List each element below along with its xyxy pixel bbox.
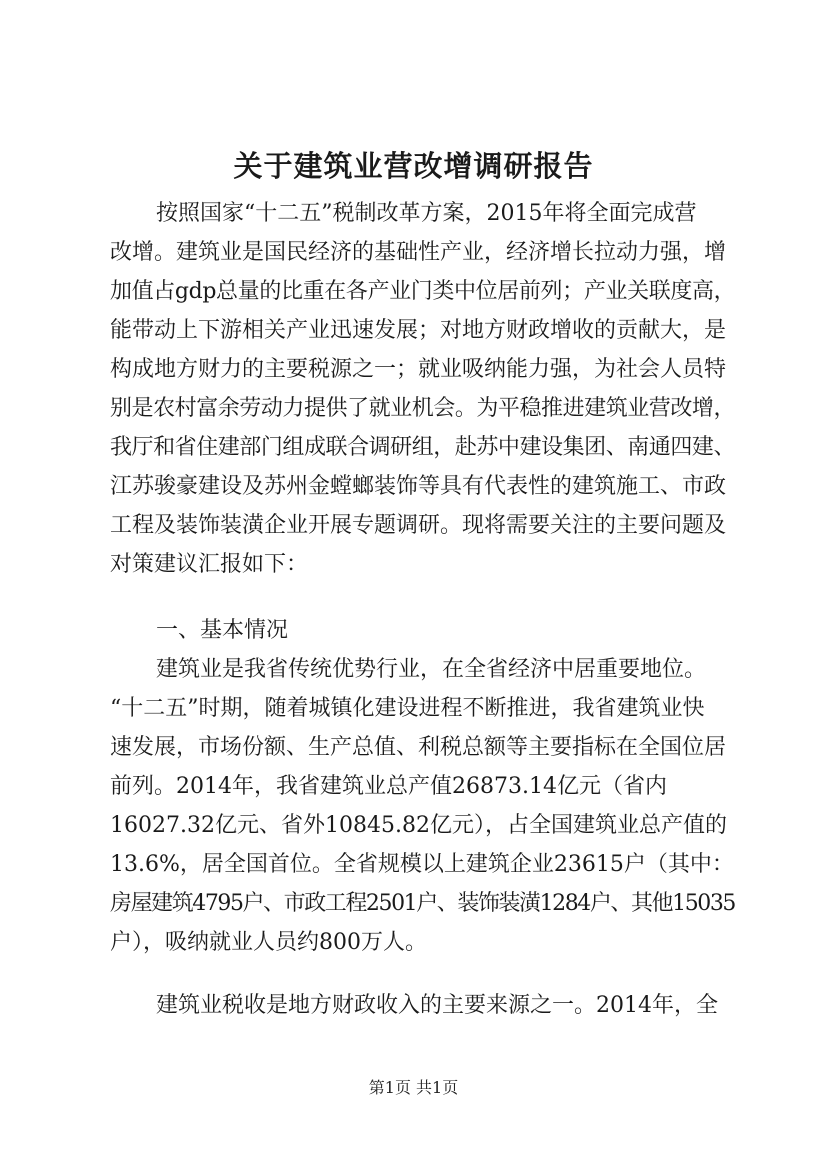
paragraph-line: 工程及装饰装潢企业开展专题调研。现将需要关注的主要问题及 bbox=[110, 513, 727, 538]
paragraph-line: 加值占gdp总量的比重在各产业门类中位居前列；产业关联度高， bbox=[110, 279, 736, 304]
paragraph-line: 16027.32亿元、省外10845.82亿元），占全国建筑业总产值的 bbox=[110, 813, 727, 838]
paragraph-line: 建筑业是我省传统优势行业，在全省经济中居重要地位。 bbox=[156, 657, 707, 682]
paragraph-line: 江苏骏豪建设及苏州金螳螂装饰等具有代表性的建筑施工、市政 bbox=[110, 474, 727, 499]
section-heading-text: 一、基本情况 bbox=[156, 618, 289, 643]
paragraph-line: 对策建议汇报如下： bbox=[110, 552, 309, 577]
paragraph-line: 按照国家“十二五”税制改革方案，2015年将全面完成营 bbox=[156, 201, 697, 226]
paragraph-line: 速发展，市场份额、生产总值、利税总额等主要指标在全国位居 bbox=[110, 735, 727, 760]
paragraph-basic-situation bbox=[110, 650, 735, 962]
paragraph-line: 我厅和省住建部门组成联合调研组，赴苏中建设集团、南通四建、 bbox=[110, 435, 736, 460]
document-title: 关于建筑业营改增调研报告 bbox=[233, 149, 594, 183]
paragraph-line: 改增。建筑业是国民经济的基础性产业，经济增长拉动力强，增 bbox=[110, 240, 727, 265]
paragraph-intro bbox=[110, 194, 735, 584]
paragraph-line: 户），吸纳就业人员约800万人。 bbox=[110, 930, 427, 955]
paragraph-line: 构成地方财力的主要税源之一；就业吸纳能力强，为社会人员特 bbox=[110, 357, 727, 382]
paragraph-line: 13.6%，居全国首位。全省规模以上建筑企业23615户（其中： bbox=[110, 852, 734, 877]
paragraph-line: 前列。2014年，我省建筑业总产值26873.14亿元（省内 bbox=[110, 774, 667, 799]
paragraph-tax-revenue bbox=[110, 986, 735, 1025]
page-number-footer: 第1页 共1页 bbox=[368, 1078, 459, 1097]
paragraph-line: “十二五”时期，随着城镇化建设进程不断推进，我省建筑业快 bbox=[110, 696, 705, 721]
section-heading bbox=[110, 611, 735, 650]
paragraph-line: 建筑业税收是地方财政收入的主要来源之一。2014年，全 bbox=[156, 993, 718, 1018]
paragraph-line: 别是农村富余劳动力提供了就业机会。为平稳推进建筑业营改增， bbox=[110, 396, 736, 421]
paragraph-line: 能带动上下游相关产业迅速发展；对地方财政增收的贡献大，是 bbox=[110, 318, 727, 343]
paragraph-line: 房屋建筑4795户、市政工程2501户、装饰装潢1284户、其他15035 bbox=[110, 891, 735, 916]
